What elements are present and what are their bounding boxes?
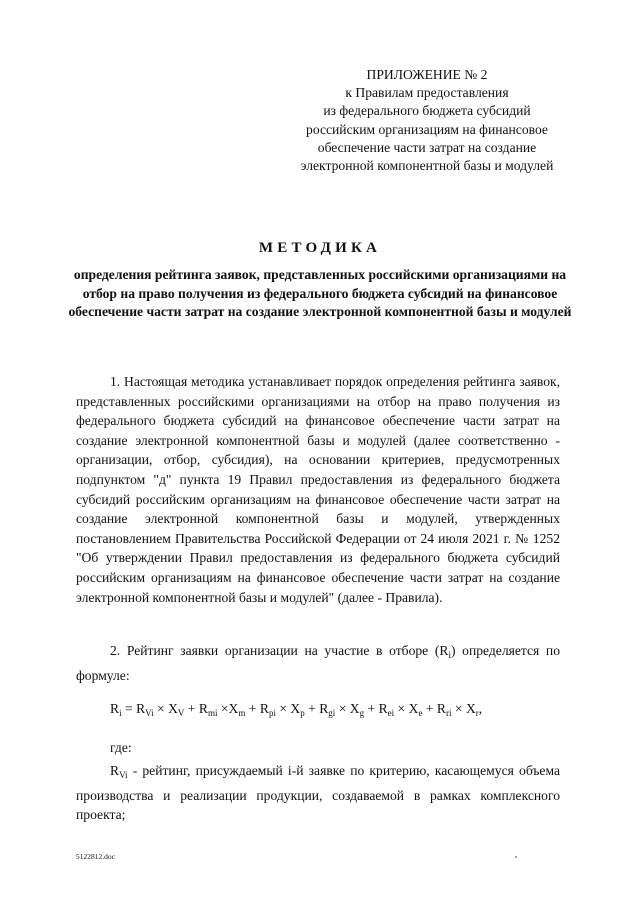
where-label: где: [110, 740, 132, 755]
document-title: МЕТОДИКА [258, 240, 382, 256]
formula-subscript: ei [387, 708, 395, 718]
formula-operator: × [335, 701, 350, 716]
formula-symbol: X [408, 701, 419, 716]
formula-subscript: ri [446, 708, 452, 718]
definition-symbol-sub: Vi [119, 770, 128, 780]
formula-symbol: X [290, 701, 301, 716]
formula-subscript: r [475, 708, 479, 718]
formula-symbol: X [465, 701, 476, 716]
formula-symbol: R [198, 701, 208, 716]
document-subtitle: определения рейтинга заявок, представленных российскими организациями на отбор на право получения из федерального бюджета субсидий на финансовое обеспечение части затрат на создание электронной компонентной базы и модулей [68, 267, 572, 320]
formula-subscript: g [359, 708, 365, 718]
formula-operator: × [394, 701, 409, 716]
appendix-line: обеспечение части затрат на создание [317, 139, 537, 155]
formula-subscript: gi [328, 708, 336, 718]
paragraph-2-sub: i [448, 650, 451, 660]
formula-subscript: pi [268, 708, 276, 718]
definition-symbol: R [110, 763, 120, 778]
page-mark [515, 856, 517, 858]
formula-symbol: R [378, 701, 388, 716]
formula-symbol: R [110, 701, 120, 716]
formula-subscript: mi [207, 708, 218, 718]
formula-symbol: R [259, 701, 269, 716]
formula-operator: , [478, 701, 483, 716]
formula-symbol: R [136, 701, 146, 716]
paragraph-2 [76, 641, 560, 685]
formula-operator: = [121, 701, 137, 716]
formula-operator: + [364, 701, 379, 716]
formula-subscript: p [300, 708, 305, 718]
formula-subscript: V [177, 708, 185, 718]
paragraph-2-text-after: ) определяется по формуле: [76, 643, 560, 683]
rating-formula [110, 701, 580, 718]
formula-operator: × [275, 701, 291, 716]
definition-rvi [76, 761, 560, 825]
document-number: 5122812.doc [76, 852, 115, 861]
appendix-line: из федерального бюджета субсидий [323, 103, 531, 119]
paragraph-1: 1. Настоящая методика устанавливает порядок определения рейтинга заявок, представленных российскими организациями на отбор на право получения из федерального бюджета субсидий на финансовое обеспечение части затрат на создание электронной компонентной базы и модулей (далее соответственно - организации, отбор, субсидия), на основании критериев, предусмотренных подпунктом "д" пункта 19 Правил предоставления из федерального бюджета субсидий российским организациям на финансовое обеспечение части затрат на создание электронной компонентной базы и модулей, утвержденных постановлением Правительства Российской Федерации от 24 июля 2021 г. № 1252 "Об утверждении Правил предоставления из федерального бюджета субсидий российским организациям на финансовое обеспечение части затрат на создание электронной компонентной базы и модулей" (далее - Правила). [76, 374, 560, 605]
formula-operator: × [451, 701, 466, 716]
definition-text: - рейтинг, присуждаемый i-й заявке по критерию, касающемуся объема производства и реализации продукции, создаваемой в рамках комплексного проекта; [76, 763, 560, 823]
formula-operator: + [245, 701, 260, 716]
formula-subscript: i [119, 708, 122, 718]
appendix-line: российским организациям на финансовое [306, 121, 548, 137]
formula-symbol: X [349, 701, 360, 716]
appendix-line: электронной компонентной базы и модулей [300, 158, 554, 174]
formula-subscript: e [418, 708, 423, 718]
formula-symbol: R [436, 701, 446, 716]
paragraph-2-text: 2. Рейтинг заявки организации на участие в отборе (R [110, 643, 449, 658]
formula-operator: × [217, 701, 229, 716]
formula-operator: + [184, 701, 199, 716]
formula-symbol: X [228, 701, 239, 716]
formula-subscript: Vi [145, 708, 154, 718]
appendix-line: к Правилам предоставления [345, 85, 509, 101]
formula-subscript: m [238, 708, 246, 718]
appendix-header [262, 66, 592, 175]
appendix-number: ПРИЛОЖЕНИЕ № 2 [366, 67, 488, 82]
formula-symbol: R [319, 701, 329, 716]
formula-operator: × [153, 701, 169, 716]
formula-symbol: X [168, 701, 178, 716]
formula-operator: + [304, 701, 320, 716]
formula-operator: + [422, 701, 437, 716]
